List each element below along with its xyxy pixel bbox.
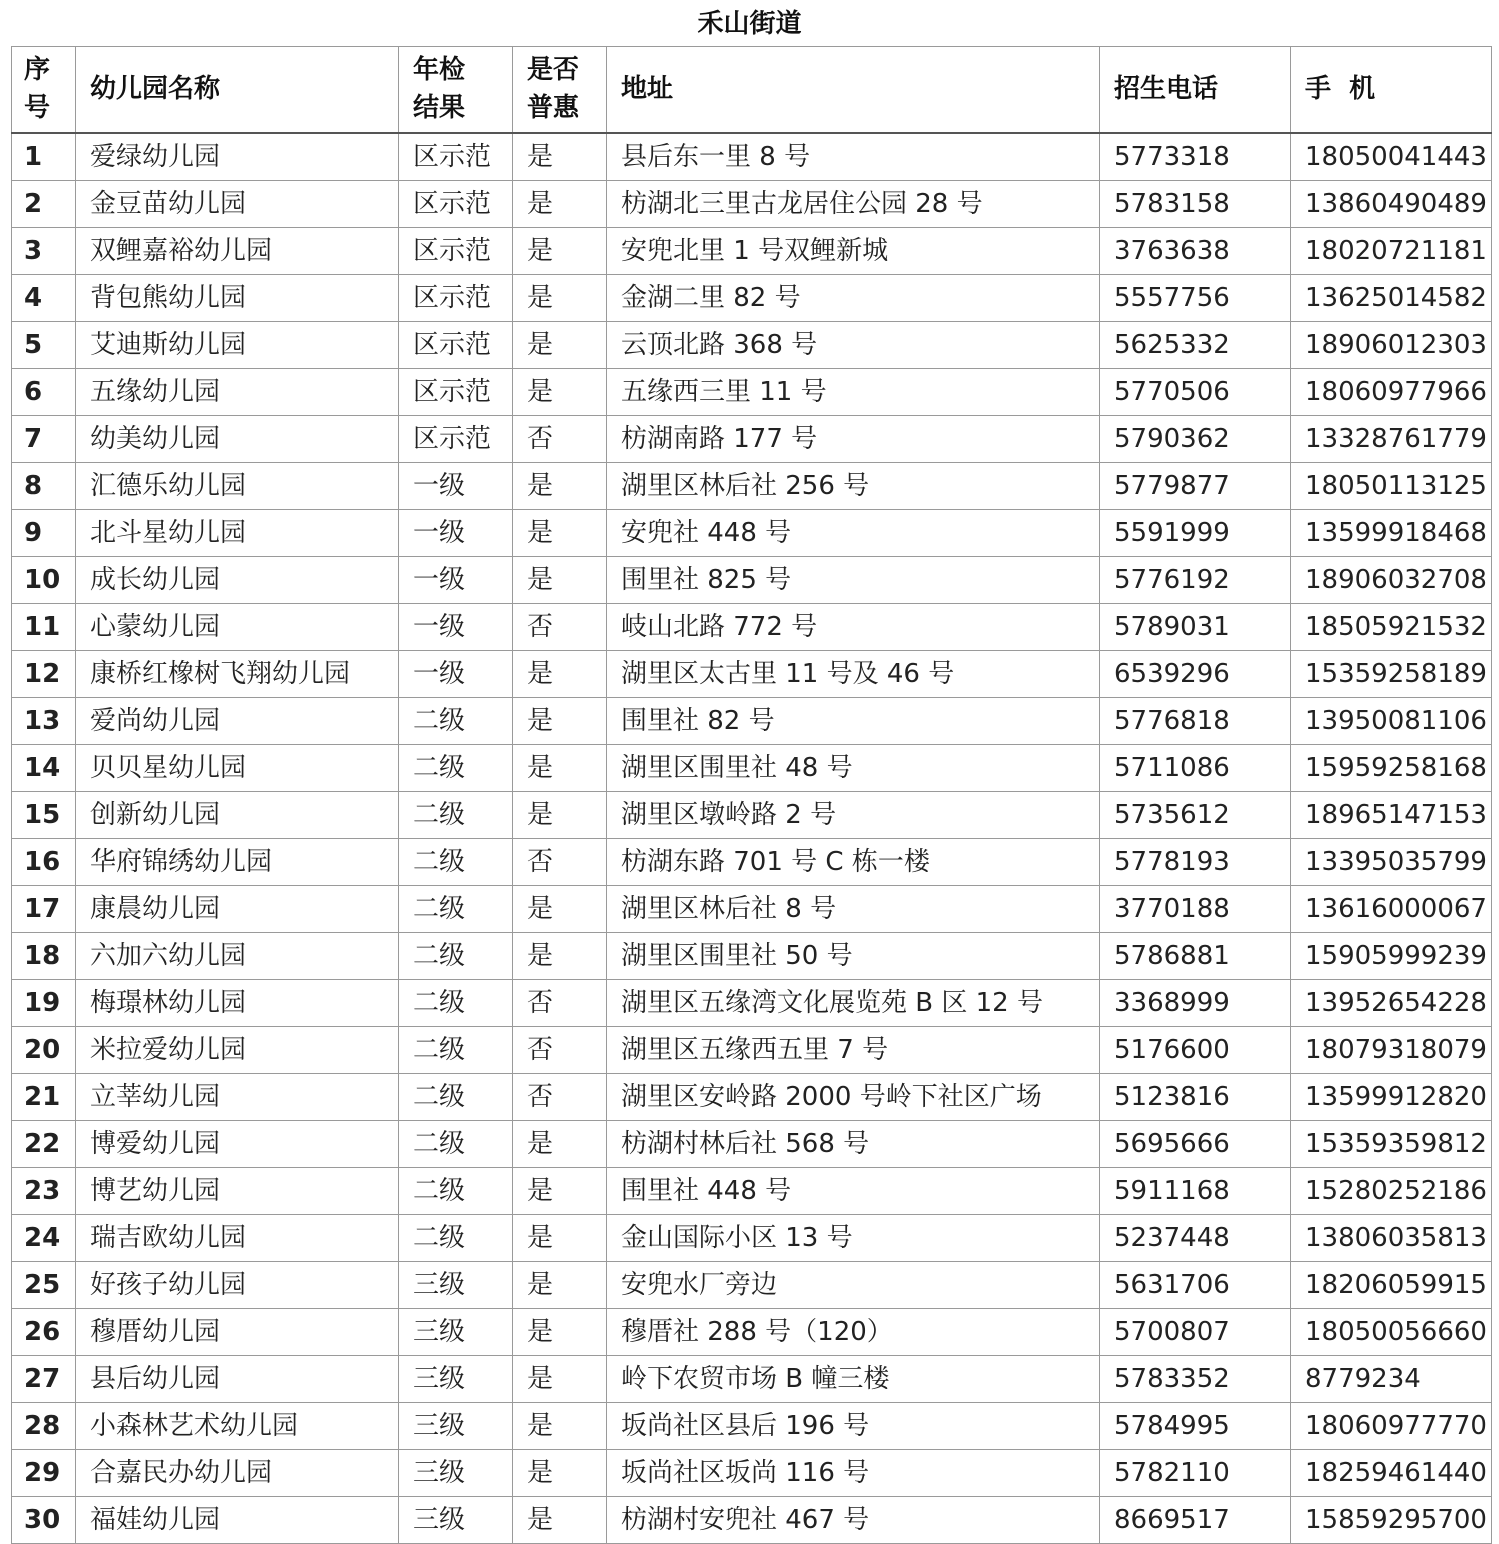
cell-puhui: 是 [513,227,607,274]
cell-name: 福娃幼儿园 [76,1496,399,1543]
table-row [12,1496,1492,1543]
cell-result: 二级 [399,1214,513,1261]
cell-address: 五缘西三里 11 号 [607,368,1100,415]
cell-result: 二级 [399,979,513,1026]
cell-name: 六加六幼儿园 [76,932,399,979]
cell-puhui: 是 [513,1308,607,1355]
cell-result: 一级 [399,462,513,509]
cell-index: 18 [12,932,76,979]
cell-address: 枋湖北三里古龙居住公园 28 号 [607,180,1100,227]
cell-mobile: 13950081106 [1291,697,1492,744]
cell-address: 围里社 825 号 [607,556,1100,603]
cell-index: 12 [12,650,76,697]
cell-puhui: 是 [513,509,607,556]
cell-mobile: 13599918468 [1291,509,1492,556]
cell-result: 区示范 [399,321,513,368]
cell-name: 金豆苗幼儿园 [76,180,399,227]
cell-address: 枋湖南路 177 号 [607,415,1100,462]
cell-mobile: 15959258168 [1291,744,1492,791]
cell-result: 区示范 [399,368,513,415]
header-result [399,47,513,133]
table-row [12,979,1492,1026]
table-row [12,932,1492,979]
cell-index: 4 [12,274,76,321]
cell-index: 6 [12,368,76,415]
cell-puhui: 是 [513,368,607,415]
cell-name: 立莘幼儿园 [76,1073,399,1120]
cell-address: 围里社 82 号 [607,697,1100,744]
cell-result: 区示范 [399,274,513,321]
cell-address: 湖里区安岭路 2000 号岭下社区广场 [607,1073,1100,1120]
cell-result: 二级 [399,697,513,744]
cell-phone: 5782110 [1100,1449,1291,1496]
cell-mobile: 18206059915 [1291,1261,1492,1308]
cell-index: 3 [12,227,76,274]
cell-name: 背包熊幼儿园 [76,274,399,321]
cell-puhui: 否 [513,979,607,1026]
cell-puhui: 是 [513,1167,607,1214]
cell-puhui: 是 [513,1402,607,1449]
cell-address: 枋湖村林后社 568 号 [607,1120,1100,1167]
cell-result: 区示范 [399,133,513,181]
cell-address: 云顶北路 368 号 [607,321,1100,368]
table-row [12,1073,1492,1120]
cell-phone: 5779877 [1100,462,1291,509]
cell-result: 三级 [399,1402,513,1449]
kindergarten-table [11,46,1492,1544]
cell-phone: 6539296 [1100,650,1291,697]
cell-address: 湖里区五缘西五里 7 号 [607,1026,1100,1073]
cell-result: 三级 [399,1261,513,1308]
cell-name: 心蒙幼儿园 [76,603,399,650]
cell-mobile: 18906032708 [1291,556,1492,603]
cell-mobile: 18050113125 [1291,462,1492,509]
cell-mobile: 18259461440 [1291,1449,1492,1496]
cell-address: 金湖二里 82 号 [607,274,1100,321]
cell-mobile: 18505921532 [1291,603,1492,650]
cell-name: 县后幼儿园 [76,1355,399,1402]
cell-phone: 5176600 [1100,1026,1291,1073]
table-row [12,462,1492,509]
table-row [12,1355,1492,1402]
cell-phone: 5625332 [1100,321,1291,368]
cell-name: 合嘉民办幼儿园 [76,1449,399,1496]
cell-name: 华府锦绣幼儿园 [76,838,399,885]
cell-index: 14 [12,744,76,791]
cell-result: 二级 [399,1073,513,1120]
header-index-line2: 号 [24,93,51,124]
cell-address: 湖里区墩岭路 2 号 [607,791,1100,838]
cell-result: 三级 [399,1308,513,1355]
header-index [12,47,76,133]
table-row [12,791,1492,838]
cell-mobile: 13806035813 [1291,1214,1492,1261]
cell-puhui: 是 [513,1214,607,1261]
cell-phone: 5770506 [1100,368,1291,415]
cell-name: 北斗星幼儿园 [76,509,399,556]
cell-result: 二级 [399,932,513,979]
cell-mobile: 18050041443 [1291,133,1492,181]
cell-phone: 5778193 [1100,838,1291,885]
cell-address: 坂尚社区坂尚 116 号 [607,1449,1100,1496]
table-row [12,885,1492,932]
cell-puhui: 是 [513,1496,607,1543]
table-row [12,180,1492,227]
cell-name: 汇德乐幼儿园 [76,462,399,509]
cell-address: 安兜北里 1 号双鲤新城 [607,227,1100,274]
cell-result: 二级 [399,744,513,791]
cell-puhui: 是 [513,274,607,321]
cell-index: 15 [12,791,76,838]
cell-name: 五缘幼儿园 [76,368,399,415]
cell-mobile: 13952654228 [1291,979,1492,1026]
cell-phone: 5911168 [1100,1167,1291,1214]
cell-result: 一级 [399,509,513,556]
cell-index: 16 [12,838,76,885]
cell-phone: 5789031 [1100,603,1291,650]
cell-name: 双鲤嘉裕幼儿园 [76,227,399,274]
table-row [12,744,1492,791]
cell-result: 一级 [399,650,513,697]
cell-index: 13 [12,697,76,744]
cell-name: 创新幼儿园 [76,791,399,838]
cell-phone: 5695666 [1100,1120,1291,1167]
cell-phone: 3368999 [1100,979,1291,1026]
cell-name: 梅璟林幼儿园 [76,979,399,1026]
header-address: 地址 [607,47,1100,133]
cell-puhui: 是 [513,791,607,838]
cell-puhui: 否 [513,1073,607,1120]
cell-index: 26 [12,1308,76,1355]
cell-index: 30 [12,1496,76,1543]
cell-mobile: 18965147153 [1291,791,1492,838]
cell-result: 三级 [399,1355,513,1402]
cell-address: 县后东一里 8 号 [607,133,1100,181]
cell-address: 湖里区围里社 48 号 [607,744,1100,791]
cell-index: 20 [12,1026,76,1073]
cell-puhui: 否 [513,603,607,650]
header-name: 幼儿园名称 [76,47,399,133]
cell-index: 27 [12,1355,76,1402]
table-row [12,415,1492,462]
cell-address: 安兜水厂旁边 [607,1261,1100,1308]
cell-index: 1 [12,133,76,181]
cell-puhui: 是 [513,1449,607,1496]
header-mobile: 手 机 [1291,47,1492,133]
cell-index: 2 [12,180,76,227]
cell-index: 25 [12,1261,76,1308]
cell-result: 区示范 [399,180,513,227]
cell-result: 一级 [399,603,513,650]
cell-name: 贝贝星幼儿园 [76,744,399,791]
table-row [12,1449,1492,1496]
header-result-line1: 年检 [413,55,466,86]
table-row [12,556,1492,603]
cell-puhui: 否 [513,838,607,885]
cell-address: 安兜社 448 号 [607,509,1100,556]
cell-address: 湖里区太古里 11 号及 46 号 [607,650,1100,697]
cell-name: 康晨幼儿园 [76,885,399,932]
cell-mobile: 15359258189 [1291,650,1492,697]
cell-address: 湖里区围里社 50 号 [607,932,1100,979]
cell-name: 康桥红橡树飞翔幼儿园 [76,650,399,697]
cell-puhui: 是 [513,321,607,368]
cell-index: 22 [12,1120,76,1167]
table-row [12,274,1492,321]
cell-index: 29 [12,1449,76,1496]
cell-index: 11 [12,603,76,650]
cell-address: 金山国际小区 13 号 [607,1214,1100,1261]
cell-name: 爱绿幼儿园 [76,133,399,181]
cell-puhui: 是 [513,697,607,744]
cell-mobile: 18906012303 [1291,321,1492,368]
cell-phone: 5735612 [1100,791,1291,838]
cell-puhui: 是 [513,1355,607,1402]
table-body [12,133,1492,1544]
cell-result: 区示范 [399,227,513,274]
table-row [12,1167,1492,1214]
cell-result: 二级 [399,1120,513,1167]
cell-phone: 5631706 [1100,1261,1291,1308]
cell-mobile: 13328761779 [1291,415,1492,462]
cell-result: 三级 [399,1449,513,1496]
cell-mobile: 18079318079 [1291,1026,1492,1073]
cell-address: 岐山北路 772 号 [607,603,1100,650]
cell-puhui: 是 [513,650,607,697]
cell-phone: 5783352 [1100,1355,1291,1402]
cell-name: 博爱幼儿园 [76,1120,399,1167]
cell-index: 23 [12,1167,76,1214]
cell-result: 一级 [399,556,513,603]
cell-address: 湖里区林后社 8 号 [607,885,1100,932]
cell-phone: 3770188 [1100,885,1291,932]
cell-index: 21 [12,1073,76,1120]
cell-result: 区示范 [399,415,513,462]
cell-result: 三级 [399,1496,513,1543]
cell-phone: 5776818 [1100,697,1291,744]
cell-puhui: 否 [513,415,607,462]
cell-phone: 5776192 [1100,556,1291,603]
cell-mobile: 18060977966 [1291,368,1492,415]
cell-phone: 5783158 [1100,180,1291,227]
cell-mobile: 15359359812 [1291,1120,1492,1167]
cell-phone: 3763638 [1100,227,1291,274]
cell-address: 坂尚社区县后 196 号 [607,1402,1100,1449]
header-result-line2: 结果 [413,93,466,124]
cell-result: 二级 [399,838,513,885]
cell-address: 穆厝社 288 号（120） [607,1308,1100,1355]
cell-phone: 5784995 [1100,1402,1291,1449]
cell-puhui: 是 [513,1261,607,1308]
cell-address: 枋湖村安兜社 467 号 [607,1496,1100,1543]
table-row [12,133,1492,181]
header-puhui-line2: 普惠 [527,93,580,124]
cell-puhui: 是 [513,133,607,181]
header-index-line1: 序 [24,55,51,86]
cell-phone: 5773318 [1100,133,1291,181]
cell-puhui: 是 [513,744,607,791]
cell-index: 28 [12,1402,76,1449]
cell-mobile: 18050056660 [1291,1308,1492,1355]
cell-phone: 5711086 [1100,744,1291,791]
cell-mobile: 18060977770 [1291,1402,1492,1449]
cell-index: 17 [12,885,76,932]
cell-result: 二级 [399,791,513,838]
cell-mobile: 15859295700 [1291,1496,1492,1543]
cell-mobile: 13860490489 [1291,180,1492,227]
header-puhui [513,47,607,133]
cell-phone: 5700807 [1100,1308,1291,1355]
cell-mobile: 8779234 [1291,1355,1492,1402]
cell-phone: 5557756 [1100,274,1291,321]
table-row [12,1261,1492,1308]
cell-index: 10 [12,556,76,603]
cell-name: 米拉爱幼儿园 [76,1026,399,1073]
cell-index: 8 [12,462,76,509]
cell-name: 博艺幼儿园 [76,1167,399,1214]
cell-name: 艾迪斯幼儿园 [76,321,399,368]
cell-puhui: 是 [513,1120,607,1167]
table-row [12,1308,1492,1355]
cell-mobile: 13616000067 [1291,885,1492,932]
cell-phone: 5786881 [1100,932,1291,979]
table-row [12,227,1492,274]
cell-puhui: 是 [513,932,607,979]
table-row [12,321,1492,368]
table-row [12,697,1492,744]
cell-address: 枋湖东路 701 号 C 栋一楼 [607,838,1100,885]
table-row [12,1120,1492,1167]
cell-puhui: 是 [513,462,607,509]
table-row [12,650,1492,697]
cell-index: 5 [12,321,76,368]
page-title: 禾山街道 [697,9,802,39]
cell-name: 穆厝幼儿园 [76,1308,399,1355]
table-header-row [12,47,1492,133]
cell-mobile: 13599912820 [1291,1073,1492,1120]
cell-result: 二级 [399,1026,513,1073]
cell-phone: 5123816 [1100,1073,1291,1120]
cell-name: 幼美幼儿园 [76,415,399,462]
cell-name: 小森林艺术幼儿园 [76,1402,399,1449]
table-row [12,603,1492,650]
table-row [12,1026,1492,1073]
cell-name: 成长幼儿园 [76,556,399,603]
cell-puhui: 是 [513,556,607,603]
cell-index: 24 [12,1214,76,1261]
header-puhui-line1: 是否 [527,55,580,86]
cell-index: 9 [12,509,76,556]
cell-address: 围里社 448 号 [607,1167,1100,1214]
cell-mobile: 13395035799 [1291,838,1492,885]
cell-puhui: 是 [513,180,607,227]
cell-address: 湖里区五缘湾文化展览苑 B 区 12 号 [607,979,1100,1026]
cell-index: 19 [12,979,76,1026]
cell-result: 二级 [399,1167,513,1214]
cell-phone: 5237448 [1100,1214,1291,1261]
cell-result: 二级 [399,885,513,932]
cell-phone: 8669517 [1100,1496,1291,1543]
table-row [12,509,1492,556]
cell-phone: 5591999 [1100,509,1291,556]
header-phone: 招生电话 [1100,47,1291,133]
cell-mobile: 15905999239 [1291,932,1492,979]
cell-name: 瑞吉欧幼儿园 [76,1214,399,1261]
cell-name: 爱尚幼儿园 [76,697,399,744]
table-row [12,838,1492,885]
cell-name: 好孩子幼儿园 [76,1261,399,1308]
cell-puhui: 是 [513,885,607,932]
cell-address: 岭下农贸市场 B 幢三楼 [607,1355,1100,1402]
cell-mobile: 13625014582 [1291,274,1492,321]
cell-index: 7 [12,415,76,462]
cell-address: 湖里区林后社 256 号 [607,462,1100,509]
table-row [12,368,1492,415]
cell-mobile: 18020721181 [1291,227,1492,274]
table-row [12,1402,1492,1449]
cell-puhui: 否 [513,1026,607,1073]
cell-mobile: 15280252186 [1291,1167,1492,1214]
table-row [12,1214,1492,1261]
cell-phone: 5790362 [1100,415,1291,462]
